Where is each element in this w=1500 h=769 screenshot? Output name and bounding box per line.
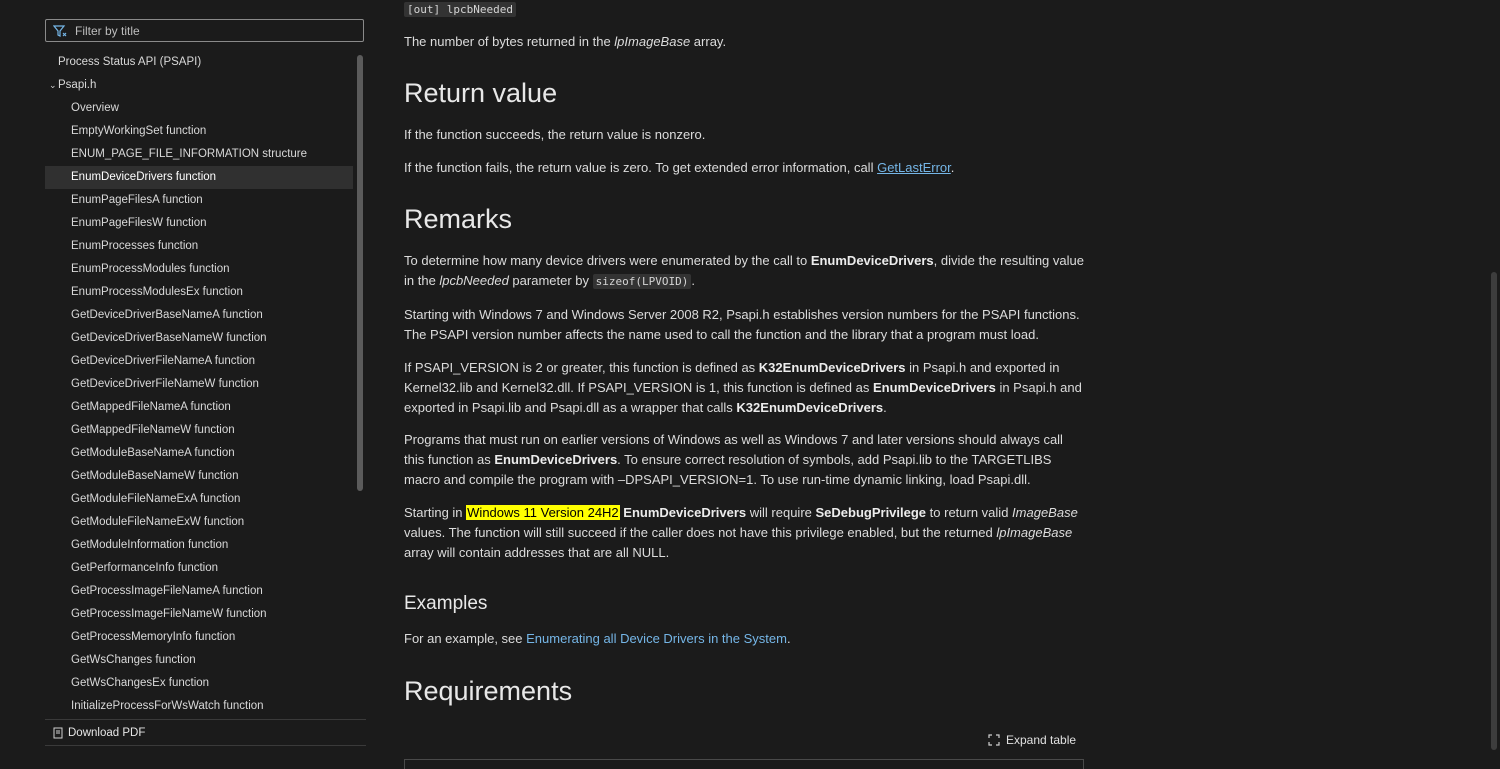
toc-item-label: EnumProcesses function [71, 240, 199, 252]
toc-item-label: InitializeProcessForWsWatch function [71, 700, 264, 712]
toc-item-label: GetMappedFileNameA function [71, 401, 231, 413]
remarks-heading: Remarks [404, 204, 513, 234]
chevron-down-icon[interactable]: ⌄ [49, 80, 57, 90]
toc-item-label: GetProcessImageFileNameA function [71, 585, 263, 597]
toc-item-label: GetModuleFileNameExA function [71, 493, 241, 505]
toc-item[interactable] [45, 373, 353, 396]
toc-item[interactable] [45, 281, 353, 304]
toc-item-active[interactable] [45, 166, 353, 189]
main-content [404, 0, 1084, 767]
toc-item[interactable] [45, 649, 353, 672]
toc-item-label: Psapi.h [58, 79, 97, 91]
expand-table-button[interactable] [988, 733, 1076, 747]
toc-item[interactable] [45, 327, 353, 350]
toc-item[interactable] [45, 511, 353, 534]
remarks-paragraph-2: Starting with Windows 7 and Windows Server 2008 R2, Psapi.h establishes version numbers for the PSAPI functions. The PSAPI version number affects the name used to call the function and the library that a program must load. [404, 307, 1080, 342]
example-link[interactable]: Enumerating all Device Drivers in the System [526, 631, 787, 646]
toc-item[interactable] [45, 396, 353, 419]
toc-item[interactable] [45, 97, 353, 120]
toc-item-label: GetProcessMemoryInfo function [71, 631, 236, 643]
toc-item[interactable] [45, 557, 353, 580]
remarks-paragraph-3: If PSAPI_VERSION is 2 or greater, this function is defined as K32EnumDeviceDrivers in Psapi.h and exported in Kernel32.lib and Kernel32.dll. If PSAPI_VERSION is 1, this function is defined as EnumDeviceDrivers in Psapi.h and exported in Psapi.lib and Psapi.dll as a wrapper that calls K32EnumDeviceDrivers. [404, 360, 1082, 415]
return-value-heading: Return value [404, 78, 558, 108]
param-name [404, 0, 516, 18]
toc-item-label: GetDeviceDriverFileNameW function [71, 378, 259, 390]
toc-item-psapi[interactable] [45, 51, 353, 74]
toc-item-label: GetModuleBaseNameA function [71, 447, 235, 459]
toc-item-label: EnumPageFilesA function [71, 194, 203, 206]
return-fail-text: If the function fails, the return value is zero. To get extended error information, call GetLastError. [404, 160, 955, 175]
filter-box[interactable] [45, 19, 364, 42]
download-icon [53, 727, 64, 739]
toc-item[interactable] [45, 603, 353, 626]
requirements-heading: Requirements [404, 676, 573, 706]
toc-item-label: GetDeviceDriverFileNameA function [71, 355, 256, 367]
toc-item[interactable] [45, 120, 353, 143]
toc-item[interactable] [45, 212, 353, 235]
expand-icon [988, 734, 1000, 746]
toc-item-psapi-h[interactable] [45, 74, 353, 97]
sidebar-divider [45, 745, 366, 746]
toc-item-label: GetDeviceDriverBaseNameW function [71, 332, 267, 344]
toc-item-label: GetDeviceDriverBaseNameA function [71, 309, 263, 321]
examples-text: For an example, see Enumerating all Device Drivers in the System. [404, 631, 791, 646]
expand-table-label: Expand table [1006, 733, 1077, 747]
toc-item-label: GetModuleFileNameExW function [71, 516, 245, 528]
sidebar-divider [45, 719, 366, 720]
toc-item-label: GetModuleBaseNameW function [71, 470, 239, 482]
toc-item-label: EnumProcessModulesEx function [71, 286, 243, 298]
toc-item[interactable] [45, 442, 353, 465]
remarks-paragraph-1: To determine how many device drivers were enumerated by the call to EnumDeviceDrivers, divide the resulting value in the lpcbNeeded parameter by sizeof(LPVOID) . [404, 253, 1084, 288]
toc-item[interactable] [45, 465, 353, 488]
toc-item-label: GetWsChanges function [71, 654, 196, 666]
toc-item-label: GetProcessImageFileNameW function [71, 608, 267, 620]
toc-item[interactable] [45, 672, 353, 695]
download-pdf-button[interactable] [53, 727, 145, 739]
param-description: The number of bytes returned in the lpImageBase array. [404, 34, 727, 49]
filter-icon [53, 24, 67, 38]
toc-item-label: Process Status API (PSAPI) [58, 56, 202, 68]
toc-item-label: EnumProcessModules function [71, 263, 230, 275]
toc-item[interactable] [45, 189, 353, 212]
highlighted-text: Windows 11 Version 24H2 [467, 505, 619, 520]
return-success-text: If the function succeeds, the return value is nonzero. [404, 127, 706, 142]
download-pdf-label: Download PDF [68, 727, 146, 739]
toc-item[interactable] [45, 488, 353, 511]
requirements-table [404, 759, 1084, 769]
toc-item[interactable] [45, 580, 353, 603]
page-scrollbar[interactable] [1491, 272, 1497, 750]
examples-heading: Examples [404, 593, 488, 614]
toc-item[interactable] [45, 350, 353, 373]
param-code: [out] lpcbNeeded [404, 2, 516, 17]
toc-item-label: GetWsChangesEx function [71, 677, 210, 689]
toc-item-label: GetModuleInformation function [71, 539, 229, 551]
toc-item[interactable] [45, 626, 353, 649]
remarks-paragraph-5: Starting in Windows 11 Version 24H2 EnumDeviceDrivers will require SeDebugPrivilege to return valid ImageBase values. The function will still succeed if the caller does not have this privilege enabled, but the returned lpImageBase array will contain addresses that are all NULL. [404, 505, 1078, 560]
toc-item-label: GetPerformanceInfo function [71, 562, 219, 574]
getlasterror-link[interactable]: GetLastError [877, 160, 951, 175]
toc-item[interactable] [45, 235, 353, 258]
toc-item[interactable] [45, 419, 353, 442]
toc-item[interactable] [45, 695, 353, 718]
toc-item[interactable] [45, 143, 353, 166]
toc-item-label: EmptyWorkingSet function [71, 125, 207, 137]
table-of-contents [45, 51, 355, 719]
filter-input[interactable] [73, 23, 357, 39]
toc-item[interactable] [45, 304, 353, 327]
toc-item-label: EnumPageFilesW function [71, 217, 207, 229]
toc-item-label: ENUM_PAGE_FILE_INFORMATION structure [71, 148, 308, 160]
toc-item[interactable] [45, 258, 353, 281]
toc-item-label: EnumDeviceDrivers function [71, 171, 217, 183]
toc-item-label: Overview [71, 102, 119, 114]
toc-item[interactable] [45, 534, 353, 557]
toc-item-label: GetMappedFileNameW function [71, 424, 235, 436]
sidebar-scrollbar[interactable] [357, 55, 363, 491]
remarks-paragraph-4: Programs that must run on earlier versions of Windows as well as Windows 7 and later versions should always call this function as EnumDeviceDrivers. To ensure correct resolution of symbols, add Psapi.lib to the TARGETLIBS macro and compile the program with –DPSAPI_VERSION=1. To use run-time dynamic linking, load Psapi.dll. [404, 432, 1063, 487]
